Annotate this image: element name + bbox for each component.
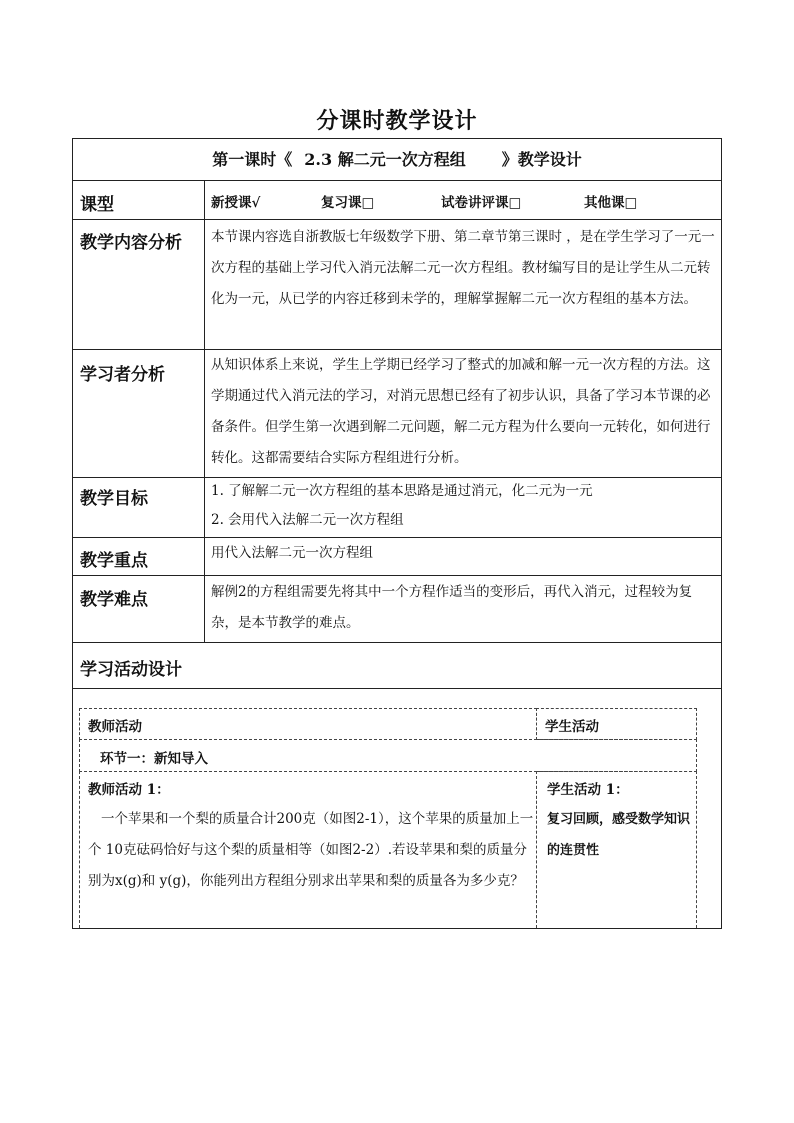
objectives-label: 教学目标 [80, 489, 148, 509]
objectives-list [211, 477, 715, 535]
lesson-prefix: 第一课时《 [212, 150, 293, 169]
option-exam-review-lesson: 试卷讲评课□ [441, 195, 522, 211]
teacher-activity-cell [79, 771, 537, 928]
option-review-lesson: 复习课□ [321, 195, 375, 211]
difficulties-text: 解例2的方程组需要先将其中一个方程作适当的变形后，再代入消元，过程较为复杂，是本节教学的难点。 [211, 584, 693, 631]
column-divider [204, 181, 205, 220]
teacher-activity-text: 一个苹果和一个梨的质量合计200克（如图2-1），这个苹果的质量加上一个 10克砝码恰好与这个梨的质量相等（如图2-2）.若设苹果和梨的质量分别为x(g)和 y(g)，你能列出方程组分别求出苹果和梨的质量各为多少克？ [88, 811, 534, 889]
lesson-title [73, 147, 721, 170]
objective-item: 2. 会用代入法解二元一次方程组 [211, 512, 404, 528]
lesson-type-row [73, 181, 721, 220]
key-points-row [73, 538, 721, 576]
teacher-activity-title: 教师活动 1： [88, 782, 170, 798]
lesson-suffix: 》教学设计 [501, 150, 582, 169]
page-title: 分课时教学设计 [316, 108, 478, 134]
learner-analysis-label: 学习者分析 [80, 365, 165, 385]
option-new-lesson: 新授课√ [211, 195, 261, 211]
section-one-title: 环节一：新知导入 [100, 751, 208, 767]
activity-table [79, 708, 697, 928]
objectives-row [73, 478, 721, 538]
lesson-type-label: 课型 [80, 195, 114, 215]
difficulties-row [73, 576, 721, 643]
student-activity-text: 复习回顾，感受数学知识的连贯性 [547, 812, 691, 858]
difficulties-label: 教学难点 [80, 590, 148, 610]
content-analysis-text: 本节课内容选自浙教版七年级数学下册、第二章节第三课时 ，是在学生学习了一元一次方程的基础上学习代入消元法解二元一次方程组。教材编写目的是让学生从二元转化为一元，从已学的内容迁移到未学的，理解掌握解二元一次方程组的基本方法。 [211, 229, 715, 307]
teacher-activity-header-cell [79, 708, 537, 740]
table-header-row [73, 139, 721, 181]
student-activity-header: 学生活动 [545, 719, 599, 735]
student-activity-title: 学生活动 1： [547, 782, 629, 798]
activity-design-label: 学习活动设计 [80, 660, 182, 680]
course-title: 2.3 解二元一次方程组 [304, 150, 466, 169]
key-points-text: 用代入法解二元一次方程组 [211, 545, 373, 561]
activity-design-row [73, 643, 721, 689]
content-analysis-row [73, 220, 721, 350]
option-other-lesson: 其他课□ [584, 195, 638, 211]
section-one-cell [79, 739, 697, 772]
objective-item: 1. 了解解二元一次方程组的基本思路是通过消元，化二元为一元 [211, 483, 593, 499]
student-activity-cell [536, 771, 697, 928]
lesson-design-table [72, 138, 722, 929]
learner-analysis-row [73, 350, 721, 478]
content-analysis-label: 教学内容分析 [80, 233, 182, 253]
student-activity-header-cell [536, 708, 697, 740]
key-points-label: 教学重点 [80, 551, 148, 571]
teacher-activity-header: 教师活动 [88, 719, 142, 735]
learner-analysis-text: 从知识体系上来说，学生上学期已经学习了整式的加减和解一元一次方程的方法。这学期通过代入消元法的学习，对消元思想已经有了初步认识，具备了学习本节课的必备条件。但学生第一次遇到解二元问题，解二元方程为什么要向一元转化，如何进行转化。这都需要结合实际方程组进行分析。 [211, 357, 711, 466]
